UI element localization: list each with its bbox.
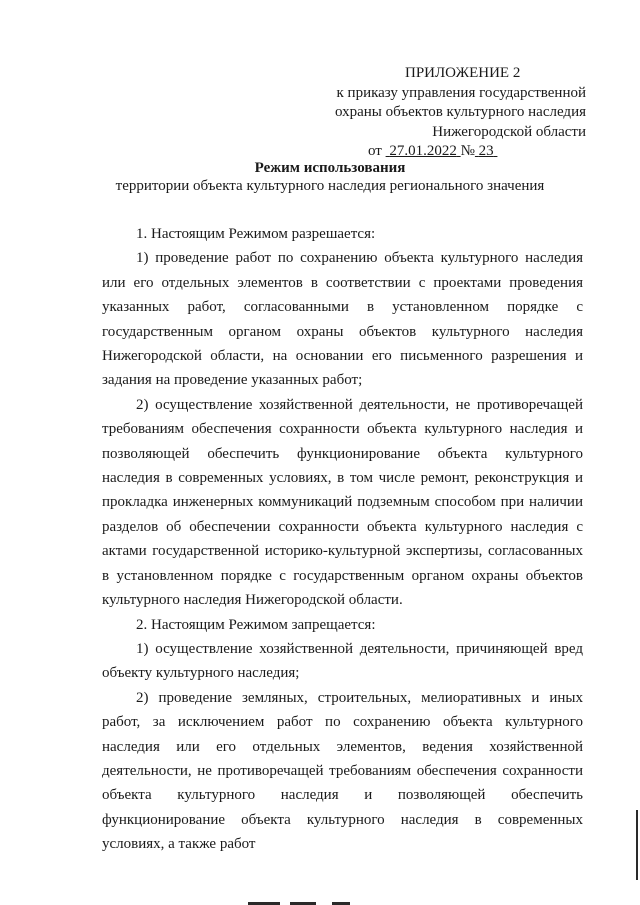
forbidden-item-2: 2) проведение земляных, строительных, мелиоративных и иных работ, за исключением работ по сохранению объекта культурного наследия или его отдельных элементов, ведения хозяйственной деятельности, не противоречащей требованиям обеспечения сохранности объекта культурного наследия и позволяющей обеспечить функционирование объекта культурного наследия в современных условиях, а также работ bbox=[102, 689, 583, 853]
order-number bbox=[475, 143, 498, 159]
document-body bbox=[102, 222, 583, 857]
date-prefix: от bbox=[368, 143, 382, 159]
section-forbidden-heading: 2. Настоящим Режимом запрещается: bbox=[136, 616, 376, 633]
scan-artifact-edge bbox=[636, 810, 638, 880]
document-subtitle: территории объекта культурного наследия регионального значения bbox=[115, 178, 545, 194]
appendix-order-line: к приказу управления государственной bbox=[336, 84, 586, 101]
appendix-authority-line: охраны объектов культурного наследия bbox=[334, 104, 586, 120]
number-sign: № bbox=[460, 143, 475, 159]
order-date bbox=[386, 143, 461, 159]
forbidden-item-1: 1) осуществление хозяйственной деятельности, причиняющей вред объекту культурного наследия; bbox=[102, 640, 583, 682]
appendix-date-line bbox=[300, 142, 586, 162]
appendix-header bbox=[300, 64, 586, 162]
section-allowed-heading: 1. Настоящим Режимом разрешается: bbox=[136, 226, 376, 242]
appendix-region-line: Нижегородской области bbox=[432, 123, 586, 140]
appendix-heading: ПРИЛОЖЕНИЕ 2 bbox=[405, 65, 521, 81]
allowed-item-1: 1) проведение работ по сохранению объекта культурного наследия или его отдельных элементов в соответствии с проектами проведения указанных работ, согласованными в установленном порядке с государственным органом охраны объектов культурного наследия Нижегородской области, на основании его письменного разрешения и задания на проведение указанных работ; bbox=[102, 250, 583, 389]
order-number-value: 23 bbox=[478, 143, 494, 159]
order-date-value: 27.01.2022 bbox=[389, 143, 457, 159]
allowed-item-2: 2) осуществление хозяйственной деятельности, не противоречащей требованиям обеспечения сохранности объекта культурного наследия и позволяющей обеспечить функционирование объекта культурного наследия в современных условиях, в том числе ремонт, реконструкция и прокладка инженерных коммуникаций подземным способом при наличии разделов об обеспечении сохранности объекта культурного наследия с актами государственной историко-культурной экспертизы, согласованных в установленном порядке с государственным органом охраны объектов культурного наследия Нижегородской области. bbox=[102, 396, 583, 609]
document-title: Режим использования bbox=[254, 160, 406, 176]
